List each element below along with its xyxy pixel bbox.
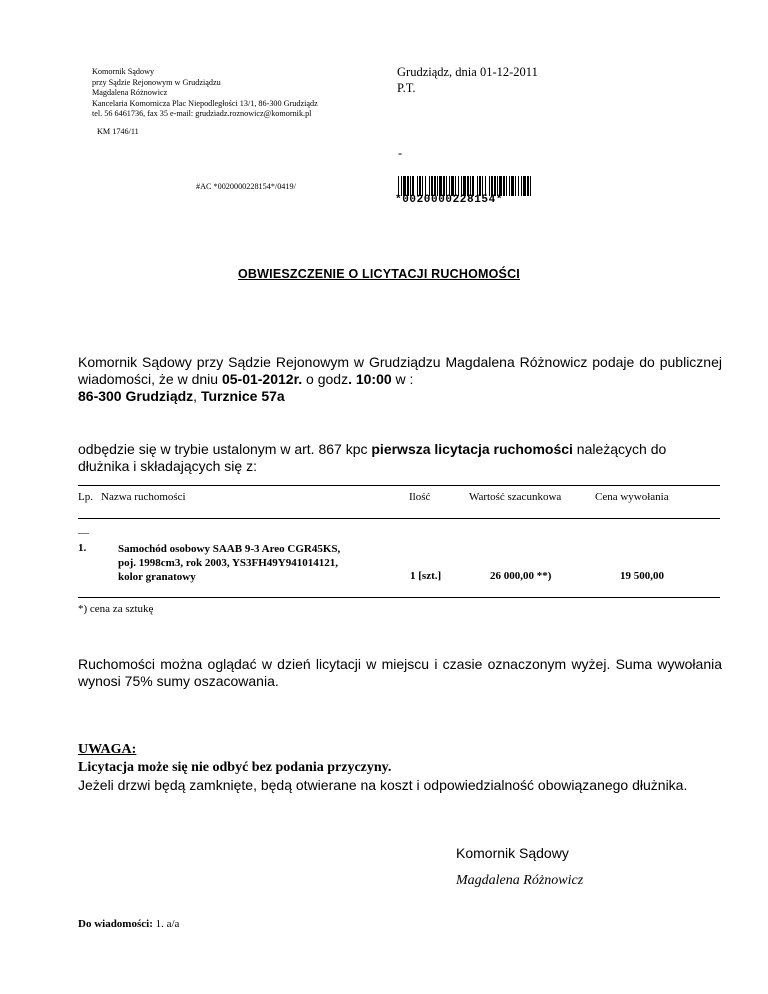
barcode-image [398,176,532,196]
footnote: *) cena za sztukę [78,603,154,615]
intro-dot: . [348,371,352,387]
auction-date: 05-01-2012r. [221,371,303,387]
header-price: Cena wywołania [595,491,669,503]
barcode-text: *0020000228154* [395,194,504,206]
intro-text: o godz [302,371,349,387]
table-rule-header [78,518,720,519]
office-line: Magdalena Różnowicz [92,88,168,98]
auction-text: odbędzie się w trybie ustalonym w art. 867 kpc [78,441,372,457]
header-qty: Ilość [409,491,431,503]
auction-type: pierwsza licytacja ruchomości [371,441,573,457]
dash-mark: - [398,146,403,160]
office-line: Kancelaria Komornicza Plac Niepodległości 13/1, 86-300 Grudziądz [92,98,318,108]
row-name-line: poj. 1998cm3, rok 2003, YS3FH49Y941014121, [118,557,338,569]
case-number: KM 1746/11 [97,127,139,136]
ac-code: #AC *0020000228154*/0419/ [196,182,296,191]
address-street: Turznice 57a [200,388,285,404]
signature-title: Komornik Sądowy [456,845,569,861]
row-qty: 1 [szt.] [410,570,442,582]
place-date-text: Grudziądz, dnia 01-12-2011 [397,65,538,79]
address-separator: , [193,388,201,404]
office-header [92,67,318,120]
header-value: Wartość szacunkowa [469,491,562,503]
row-price: 19 500,00 [620,570,664,582]
auction-address [78,388,285,405]
warning-heading: UWAGA: [78,742,137,757]
auction-text: należących do dłużnika i składających się z: [78,441,667,474]
header-name: Nazwa ruchomości [101,491,186,503]
office-line: tel. 56 6461736, fax 35 e-mail: grudziadz.roznowicz@komornik.pl [92,109,312,119]
signature-name: Magdalena Różnowicz [456,873,584,888]
row-lp: 1. [78,542,87,554]
intro-text: Komornik Sądowy przy Sądzie Rejonowym w Grudziądzu Magdalena Różnowicz podaje do publicznej wiadomości, że w dniu [78,354,722,387]
distribution-label: Do wiadomości: [78,918,153,930]
table-underscore: __ [78,523,89,535]
distribution [78,918,179,930]
office-line: Komornik Sądowy [92,67,155,76]
warning-line: Jeżeli drzwi będą zamknięte, będą otwierane na koszt i odpowiedzialność obowiązanego dłużnika. [78,777,688,793]
table-rule-bottom [78,597,720,598]
address-city: 86-300 Grudziądz [78,388,194,404]
office-line: przy Sądzie Rejonowym w Grudziądzu [92,77,221,87]
row-name-line: kolor granatowy [118,571,196,583]
pt-text: P.T. [397,81,416,95]
row-value: 26 000,00 **) [490,570,552,582]
auction-paragraph [78,441,698,475]
table-rule-top [78,485,720,486]
place-date [397,64,538,96]
warning-bold-line: Licytacja może się nie odbyć bez podania przyczyny. [78,760,392,775]
intro-text: w : [391,371,414,387]
row-name-line: Samochód osobowy SAAB 9-3 Areo CGR45KS, [118,543,341,555]
document-title: OBWIESZCZENIE O LICYTACJI RUCHOMOŚCI [238,267,520,281]
distribution-value: 1. a/a [152,918,180,930]
intro-paragraph [78,354,722,388]
auction-time: 10:00 [351,371,392,387]
viewing-paragraph: Ruchomości można oglądać w dzień licytacji w miejscu i czasie oznaczonym wyżej. Suma wywołania wynosi 75% sumy oszacowania. [78,656,722,689]
row-name [118,542,340,584]
header-lp: Lp. [78,491,93,503]
